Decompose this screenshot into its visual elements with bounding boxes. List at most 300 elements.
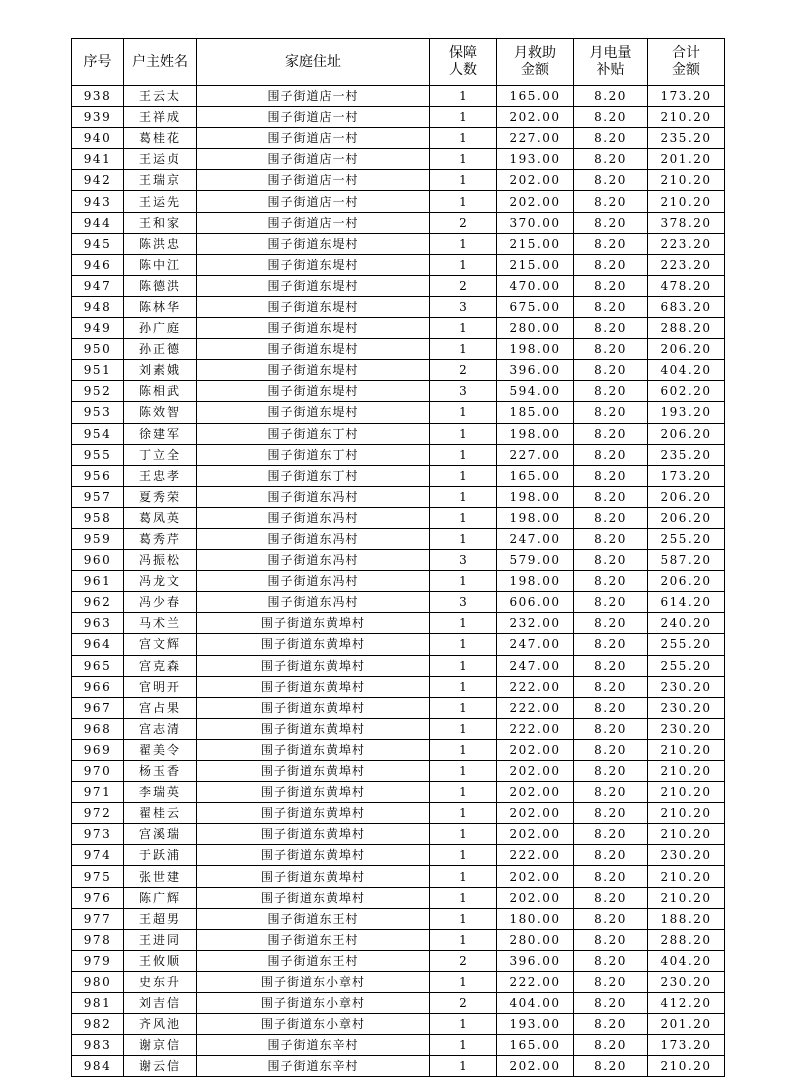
cell-index: 954 — [72, 423, 124, 444]
cell-total: 230.20 — [648, 971, 725, 992]
cell-monthly-aid: 165.00 — [497, 86, 574, 107]
cell-electricity-subsidy: 8.20 — [574, 697, 648, 718]
cell-electricity-subsidy: 8.20 — [574, 170, 648, 191]
cell-persons: 1 — [430, 887, 497, 908]
cell-index: 978 — [72, 929, 124, 950]
table-row — [72, 803, 725, 824]
cell-household-name: 王云太 — [124, 86, 197, 107]
table-row — [72, 929, 725, 950]
cell-persons: 1 — [430, 866, 497, 887]
header-index-line: 序号 — [83, 53, 112, 70]
cell-persons: 3 — [430, 296, 497, 317]
cell-address: 围子街道东堤村 — [197, 402, 430, 423]
cell-total: 230.20 — [648, 676, 725, 697]
cell-address: 围子街道东冯村 — [197, 592, 430, 613]
cell-electricity-subsidy: 8.20 — [574, 845, 648, 866]
cell-address: 围子街道东黄埠村 — [197, 845, 430, 866]
cell-address: 围子街道东堤村 — [197, 360, 430, 381]
cell-persons: 1 — [430, 339, 497, 360]
cell-persons: 1 — [430, 233, 497, 254]
table-row — [72, 107, 725, 128]
cell-monthly-aid: 227.00 — [497, 444, 574, 465]
cell-total: 602.20 — [648, 381, 725, 402]
cell-index: 947 — [72, 275, 124, 296]
cell-address: 围子街道东王村 — [197, 929, 430, 950]
header-monthly-aid-line: 金额 — [521, 62, 549, 78]
table-row — [72, 908, 725, 929]
cell-address: 围子街道店一村 — [197, 107, 430, 128]
cell-address: 围子街道东王村 — [197, 950, 430, 971]
cell-household-name: 宫文辉 — [124, 634, 197, 655]
cell-index: 965 — [72, 655, 124, 676]
cell-household-name: 齐风池 — [124, 1014, 197, 1035]
cell-index: 968 — [72, 718, 124, 739]
cell-total: 210.20 — [648, 887, 725, 908]
cell-persons: 1 — [430, 149, 497, 170]
cell-persons: 1 — [430, 1056, 497, 1077]
cell-electricity-subsidy: 8.20 — [574, 929, 648, 950]
cell-total: 206.20 — [648, 423, 725, 444]
cell-address: 围子街道店一村 — [197, 86, 430, 107]
cell-persons: 1 — [430, 676, 497, 697]
table-row — [72, 1014, 725, 1035]
cell-persons: 2 — [430, 212, 497, 233]
table-row — [72, 486, 725, 507]
table-row — [72, 402, 725, 423]
table-row — [72, 86, 725, 107]
cell-electricity-subsidy: 8.20 — [574, 486, 648, 507]
cell-persons: 1 — [430, 170, 497, 191]
cell-monthly-aid: 247.00 — [497, 655, 574, 676]
cell-electricity-subsidy: 8.20 — [574, 1014, 648, 1035]
table-row — [72, 149, 725, 170]
cell-monthly-aid: 222.00 — [497, 718, 574, 739]
cell-address: 围子街道店一村 — [197, 212, 430, 233]
cell-total: 201.20 — [648, 149, 725, 170]
header-row — [72, 39, 725, 86]
table-row — [72, 128, 725, 149]
cell-persons: 1 — [430, 444, 497, 465]
cell-total: 255.20 — [648, 634, 725, 655]
cell-monthly-aid: 193.00 — [497, 1014, 574, 1035]
table-row — [72, 444, 725, 465]
cell-monthly-aid: 280.00 — [497, 318, 574, 339]
cell-total: 210.20 — [648, 782, 725, 803]
cell-address: 围子街道东冯村 — [197, 571, 430, 592]
cell-monthly-aid: 579.00 — [497, 550, 574, 571]
cell-household-name: 刘素娥 — [124, 360, 197, 381]
cell-household-name: 谢云信 — [124, 1056, 197, 1077]
cell-total: 240.20 — [648, 613, 725, 634]
table-row — [72, 592, 725, 613]
cell-index: 972 — [72, 803, 124, 824]
cell-household-name: 陈广辉 — [124, 887, 197, 908]
cell-total: 210.20 — [648, 803, 725, 824]
cell-household-name: 张世建 — [124, 866, 197, 887]
header-total — [648, 39, 725, 86]
cell-electricity-subsidy: 8.20 — [574, 528, 648, 549]
cell-persons: 2 — [430, 360, 497, 381]
cell-index: 974 — [72, 845, 124, 866]
cell-household-name: 翟桂云 — [124, 803, 197, 824]
table-row — [72, 761, 725, 782]
cell-address: 围子街道东冯村 — [197, 528, 430, 549]
cell-total: 412.20 — [648, 993, 725, 1014]
cell-household-name: 陈洪忠 — [124, 233, 197, 254]
cell-monthly-aid: 165.00 — [497, 465, 574, 486]
table-row — [72, 360, 725, 381]
table-row — [72, 845, 725, 866]
cell-electricity-subsidy: 8.20 — [574, 275, 648, 296]
cell-electricity-subsidy: 8.20 — [574, 107, 648, 128]
cell-total: 210.20 — [648, 739, 725, 760]
table-row — [72, 339, 725, 360]
cell-electricity-subsidy: 8.20 — [574, 128, 648, 149]
table-row — [72, 697, 725, 718]
cell-persons: 1 — [430, 697, 497, 718]
cell-electricity-subsidy: 8.20 — [574, 550, 648, 571]
header-address-line: 家庭住址 — [285, 53, 341, 70]
cell-total: 288.20 — [648, 318, 725, 339]
cell-total: 683.20 — [648, 296, 725, 317]
cell-address: 围子街道东堤村 — [197, 233, 430, 254]
table-row — [72, 676, 725, 697]
cell-monthly-aid: 202.00 — [497, 739, 574, 760]
cell-persons: 1 — [430, 318, 497, 339]
cell-address: 围子街道东堤村 — [197, 339, 430, 360]
cell-index: 950 — [72, 339, 124, 360]
table-row — [72, 655, 725, 676]
table-row — [72, 824, 725, 845]
cell-persons: 2 — [430, 950, 497, 971]
header-electricity-subsidy-line: 月电量 — [589, 45, 632, 61]
cell-household-name: 夏秀荣 — [124, 486, 197, 507]
cell-electricity-subsidy: 8.20 — [574, 360, 648, 381]
cell-persons: 1 — [430, 908, 497, 929]
table-row — [72, 275, 725, 296]
cell-monthly-aid: 247.00 — [497, 528, 574, 549]
cell-household-name: 葛桂花 — [124, 128, 197, 149]
cell-index: 955 — [72, 444, 124, 465]
cell-index: 943 — [72, 191, 124, 212]
cell-monthly-aid: 606.00 — [497, 592, 574, 613]
cell-index: 975 — [72, 866, 124, 887]
cell-persons: 1 — [430, 507, 497, 528]
cell-address: 围子街道东冯村 — [197, 550, 430, 571]
cell-address: 围子街道东堤村 — [197, 296, 430, 317]
cell-total: 404.20 — [648, 950, 725, 971]
cell-persons: 1 — [430, 1014, 497, 1035]
cell-household-name: 王运先 — [124, 191, 197, 212]
cell-persons: 1 — [430, 824, 497, 845]
cell-address: 围子街道东王村 — [197, 908, 430, 929]
cell-household-name: 官明开 — [124, 676, 197, 697]
cell-total: 206.20 — [648, 339, 725, 360]
cell-index: 966 — [72, 676, 124, 697]
cell-household-name: 陈效智 — [124, 402, 197, 423]
cell-index: 944 — [72, 212, 124, 233]
cell-household-name: 丁立全 — [124, 444, 197, 465]
cell-monthly-aid: 396.00 — [497, 360, 574, 381]
table-row — [72, 971, 725, 992]
table-row — [72, 782, 725, 803]
cell-address: 围子街道东辛村 — [197, 1035, 430, 1056]
cell-monthly-aid: 675.00 — [497, 296, 574, 317]
cell-address: 围子街道店一村 — [197, 128, 430, 149]
cell-address: 围子街道东冯村 — [197, 486, 430, 507]
table-row — [72, 718, 725, 739]
cell-total: 235.20 — [648, 128, 725, 149]
cell-electricity-subsidy: 8.20 — [574, 318, 648, 339]
cell-monthly-aid: 202.00 — [497, 824, 574, 845]
cell-total: 255.20 — [648, 655, 725, 676]
cell-total: 210.20 — [648, 866, 725, 887]
cell-monthly-aid: 222.00 — [497, 676, 574, 697]
cell-household-name: 徐建军 — [124, 423, 197, 444]
table-row — [72, 233, 725, 254]
cell-address: 围子街道东小章村 — [197, 993, 430, 1014]
cell-household-name: 陈德洪 — [124, 275, 197, 296]
cell-index: 964 — [72, 634, 124, 655]
cell-address: 围子街道东小章村 — [197, 971, 430, 992]
cell-index: 977 — [72, 908, 124, 929]
cell-index: 976 — [72, 887, 124, 908]
cell-monthly-aid: 594.00 — [497, 381, 574, 402]
cell-total: 230.20 — [648, 697, 725, 718]
cell-index: 983 — [72, 1035, 124, 1056]
table-row — [72, 296, 725, 317]
cell-electricity-subsidy: 8.20 — [574, 212, 648, 233]
cell-address: 围子街道东黄埠村 — [197, 676, 430, 697]
cell-monthly-aid: 165.00 — [497, 1035, 574, 1056]
cell-index: 962 — [72, 592, 124, 613]
cell-electricity-subsidy: 8.20 — [574, 739, 648, 760]
cell-monthly-aid: 202.00 — [497, 107, 574, 128]
header-household-name-line: 户主姓名 — [132, 53, 188, 70]
cell-index: 967 — [72, 697, 124, 718]
cell-household-name: 宫志清 — [124, 718, 197, 739]
cell-total: 206.20 — [648, 507, 725, 528]
cell-monthly-aid: 232.00 — [497, 613, 574, 634]
cell-persons: 1 — [430, 634, 497, 655]
cell-address: 围子街道东黄埠村 — [197, 824, 430, 845]
cell-monthly-aid: 198.00 — [497, 571, 574, 592]
cell-index: 971 — [72, 782, 124, 803]
cell-household-name: 王忠孝 — [124, 465, 197, 486]
cell-index: 973 — [72, 824, 124, 845]
cell-index: 960 — [72, 550, 124, 571]
header-monthly-aid-line: 月救助 — [514, 45, 556, 61]
cell-persons: 1 — [430, 782, 497, 803]
header-electricity-subsidy-line: 补贴 — [596, 62, 625, 78]
table-row — [72, 507, 725, 528]
cell-electricity-subsidy: 8.20 — [574, 676, 648, 697]
table-row — [72, 191, 725, 212]
table-row — [72, 866, 725, 887]
cell-persons: 1 — [430, 423, 497, 444]
cell-index: 959 — [72, 528, 124, 549]
cell-household-name: 王攸顺 — [124, 950, 197, 971]
cell-electricity-subsidy: 8.20 — [574, 824, 648, 845]
cell-monthly-aid: 470.00 — [497, 275, 574, 296]
cell-monthly-aid: 193.00 — [497, 149, 574, 170]
cell-household-name: 王运贞 — [124, 149, 197, 170]
cell-address: 围子街道东堤村 — [197, 275, 430, 296]
cell-monthly-aid: 198.00 — [497, 339, 574, 360]
cell-total: 614.20 — [648, 592, 725, 613]
cell-total: 206.20 — [648, 571, 725, 592]
header-persons-line: 保障 — [449, 45, 477, 61]
cell-address: 围子街道店一村 — [197, 149, 430, 170]
cell-index: 963 — [72, 613, 124, 634]
cell-monthly-aid: 215.00 — [497, 233, 574, 254]
cell-address: 围子街道东黄埠村 — [197, 761, 430, 782]
cell-monthly-aid: 370.00 — [497, 212, 574, 233]
cell-monthly-aid: 404.00 — [497, 993, 574, 1014]
cell-monthly-aid: 202.00 — [497, 803, 574, 824]
table-row — [72, 739, 725, 760]
cell-index: 957 — [72, 486, 124, 507]
cell-electricity-subsidy: 8.20 — [574, 339, 648, 360]
table-row — [72, 318, 725, 339]
cell-electricity-subsidy: 8.20 — [574, 571, 648, 592]
cell-electricity-subsidy: 8.20 — [574, 971, 648, 992]
cell-household-name: 陈中江 — [124, 254, 197, 275]
cell-address: 围子街道东黄埠村 — [197, 887, 430, 908]
cell-address: 围子街道东堤村 — [197, 381, 430, 402]
cell-household-name: 孙广庭 — [124, 318, 197, 339]
cell-electricity-subsidy: 8.20 — [574, 86, 648, 107]
cell-index: 980 — [72, 971, 124, 992]
cell-monthly-aid: 202.00 — [497, 191, 574, 212]
cell-household-name: 刘吉信 — [124, 993, 197, 1014]
cell-persons: 2 — [430, 993, 497, 1014]
cell-electricity-subsidy: 8.20 — [574, 296, 648, 317]
cell-monthly-aid: 202.00 — [497, 866, 574, 887]
cell-electricity-subsidy: 8.20 — [574, 613, 648, 634]
cell-total: 223.20 — [648, 254, 725, 275]
cell-monthly-aid: 202.00 — [497, 170, 574, 191]
cell-electricity-subsidy: 8.20 — [574, 149, 648, 170]
table-row — [72, 887, 725, 908]
cell-electricity-subsidy: 8.20 — [574, 1056, 648, 1077]
cell-address: 围子街道店一村 — [197, 191, 430, 212]
cell-monthly-aid: 222.00 — [497, 845, 574, 866]
table-row — [72, 993, 725, 1014]
cell-index: 941 — [72, 149, 124, 170]
cell-total: 255.20 — [648, 528, 725, 549]
table-row — [72, 550, 725, 571]
cell-total: 206.20 — [648, 486, 725, 507]
cell-persons: 1 — [430, 107, 497, 128]
cell-household-name: 王和家 — [124, 212, 197, 233]
table-row — [72, 634, 725, 655]
cell-electricity-subsidy: 8.20 — [574, 423, 648, 444]
cell-total: 173.20 — [648, 465, 725, 486]
cell-persons: 1 — [430, 655, 497, 676]
cell-address: 围子街道东小章村 — [197, 1014, 430, 1035]
cell-index: 951 — [72, 360, 124, 381]
cell-address: 围子街道东丁村 — [197, 465, 430, 486]
cell-monthly-aid: 198.00 — [497, 423, 574, 444]
cell-index: 939 — [72, 107, 124, 128]
cell-persons: 1 — [430, 739, 497, 760]
cell-monthly-aid: 198.00 — [497, 507, 574, 528]
cell-index: 945 — [72, 233, 124, 254]
cell-monthly-aid: 247.00 — [497, 634, 574, 655]
header-persons — [430, 39, 497, 86]
cell-monthly-aid: 202.00 — [497, 887, 574, 908]
cell-electricity-subsidy: 8.20 — [574, 718, 648, 739]
cell-total: 230.20 — [648, 718, 725, 739]
cell-electricity-subsidy: 8.20 — [574, 866, 648, 887]
cell-address: 围子街道东黄埠村 — [197, 634, 430, 655]
cell-address: 围子街道东堤村 — [197, 318, 430, 339]
cell-electricity-subsidy: 8.20 — [574, 887, 648, 908]
header-monthly-aid — [497, 39, 574, 86]
table-row — [72, 423, 725, 444]
cell-electricity-subsidy: 8.20 — [574, 191, 648, 212]
cell-household-name: 于跃浦 — [124, 845, 197, 866]
cell-total: 210.20 — [648, 170, 725, 191]
cell-household-name: 葛凤英 — [124, 507, 197, 528]
cell-persons: 1 — [430, 486, 497, 507]
cell-address: 围子街道东冯村 — [197, 507, 430, 528]
cell-household-name: 王进同 — [124, 929, 197, 950]
cell-total: 223.20 — [648, 233, 725, 254]
cell-index: 956 — [72, 465, 124, 486]
cell-monthly-aid: 198.00 — [497, 486, 574, 507]
cell-total: 210.20 — [648, 761, 725, 782]
cell-persons: 1 — [430, 86, 497, 107]
cell-total: 288.20 — [648, 929, 725, 950]
cell-address: 围子街道东丁村 — [197, 444, 430, 465]
cell-household-name: 马术兰 — [124, 613, 197, 634]
cell-household-name: 陈林华 — [124, 296, 197, 317]
cell-monthly-aid: 396.00 — [497, 950, 574, 971]
cell-total: 201.20 — [648, 1014, 725, 1035]
cell-total: 193.20 — [648, 402, 725, 423]
cell-index: 940 — [72, 128, 124, 149]
header-electricity-subsidy — [574, 39, 648, 86]
table-row — [72, 950, 725, 971]
cell-household-name: 冯少春 — [124, 592, 197, 613]
cell-index: 946 — [72, 254, 124, 275]
cell-address: 围子街道东黄埠村 — [197, 613, 430, 634]
assistance-table — [71, 38, 725, 1077]
cell-persons: 1 — [430, 803, 497, 824]
table-row — [72, 1035, 725, 1056]
cell-monthly-aid: 185.00 — [497, 402, 574, 423]
cell-persons: 1 — [430, 1035, 497, 1056]
header-address — [197, 39, 430, 86]
cell-persons: 1 — [430, 571, 497, 592]
cell-index: 949 — [72, 318, 124, 339]
cell-monthly-aid: 180.00 — [497, 908, 574, 929]
cell-address: 围子街道东黄埠村 — [197, 697, 430, 718]
cell-household-name: 冯龙文 — [124, 571, 197, 592]
cell-persons: 1 — [430, 971, 497, 992]
cell-household-name: 史东升 — [124, 971, 197, 992]
cell-persons: 1 — [430, 845, 497, 866]
cell-persons: 1 — [430, 191, 497, 212]
cell-household-name: 陈相武 — [124, 381, 197, 402]
cell-household-name: 王超男 — [124, 908, 197, 929]
cell-address: 围子街道东堤村 — [197, 254, 430, 275]
cell-total: 478.20 — [648, 275, 725, 296]
cell-index: 958 — [72, 507, 124, 528]
cell-electricity-subsidy: 8.20 — [574, 761, 648, 782]
